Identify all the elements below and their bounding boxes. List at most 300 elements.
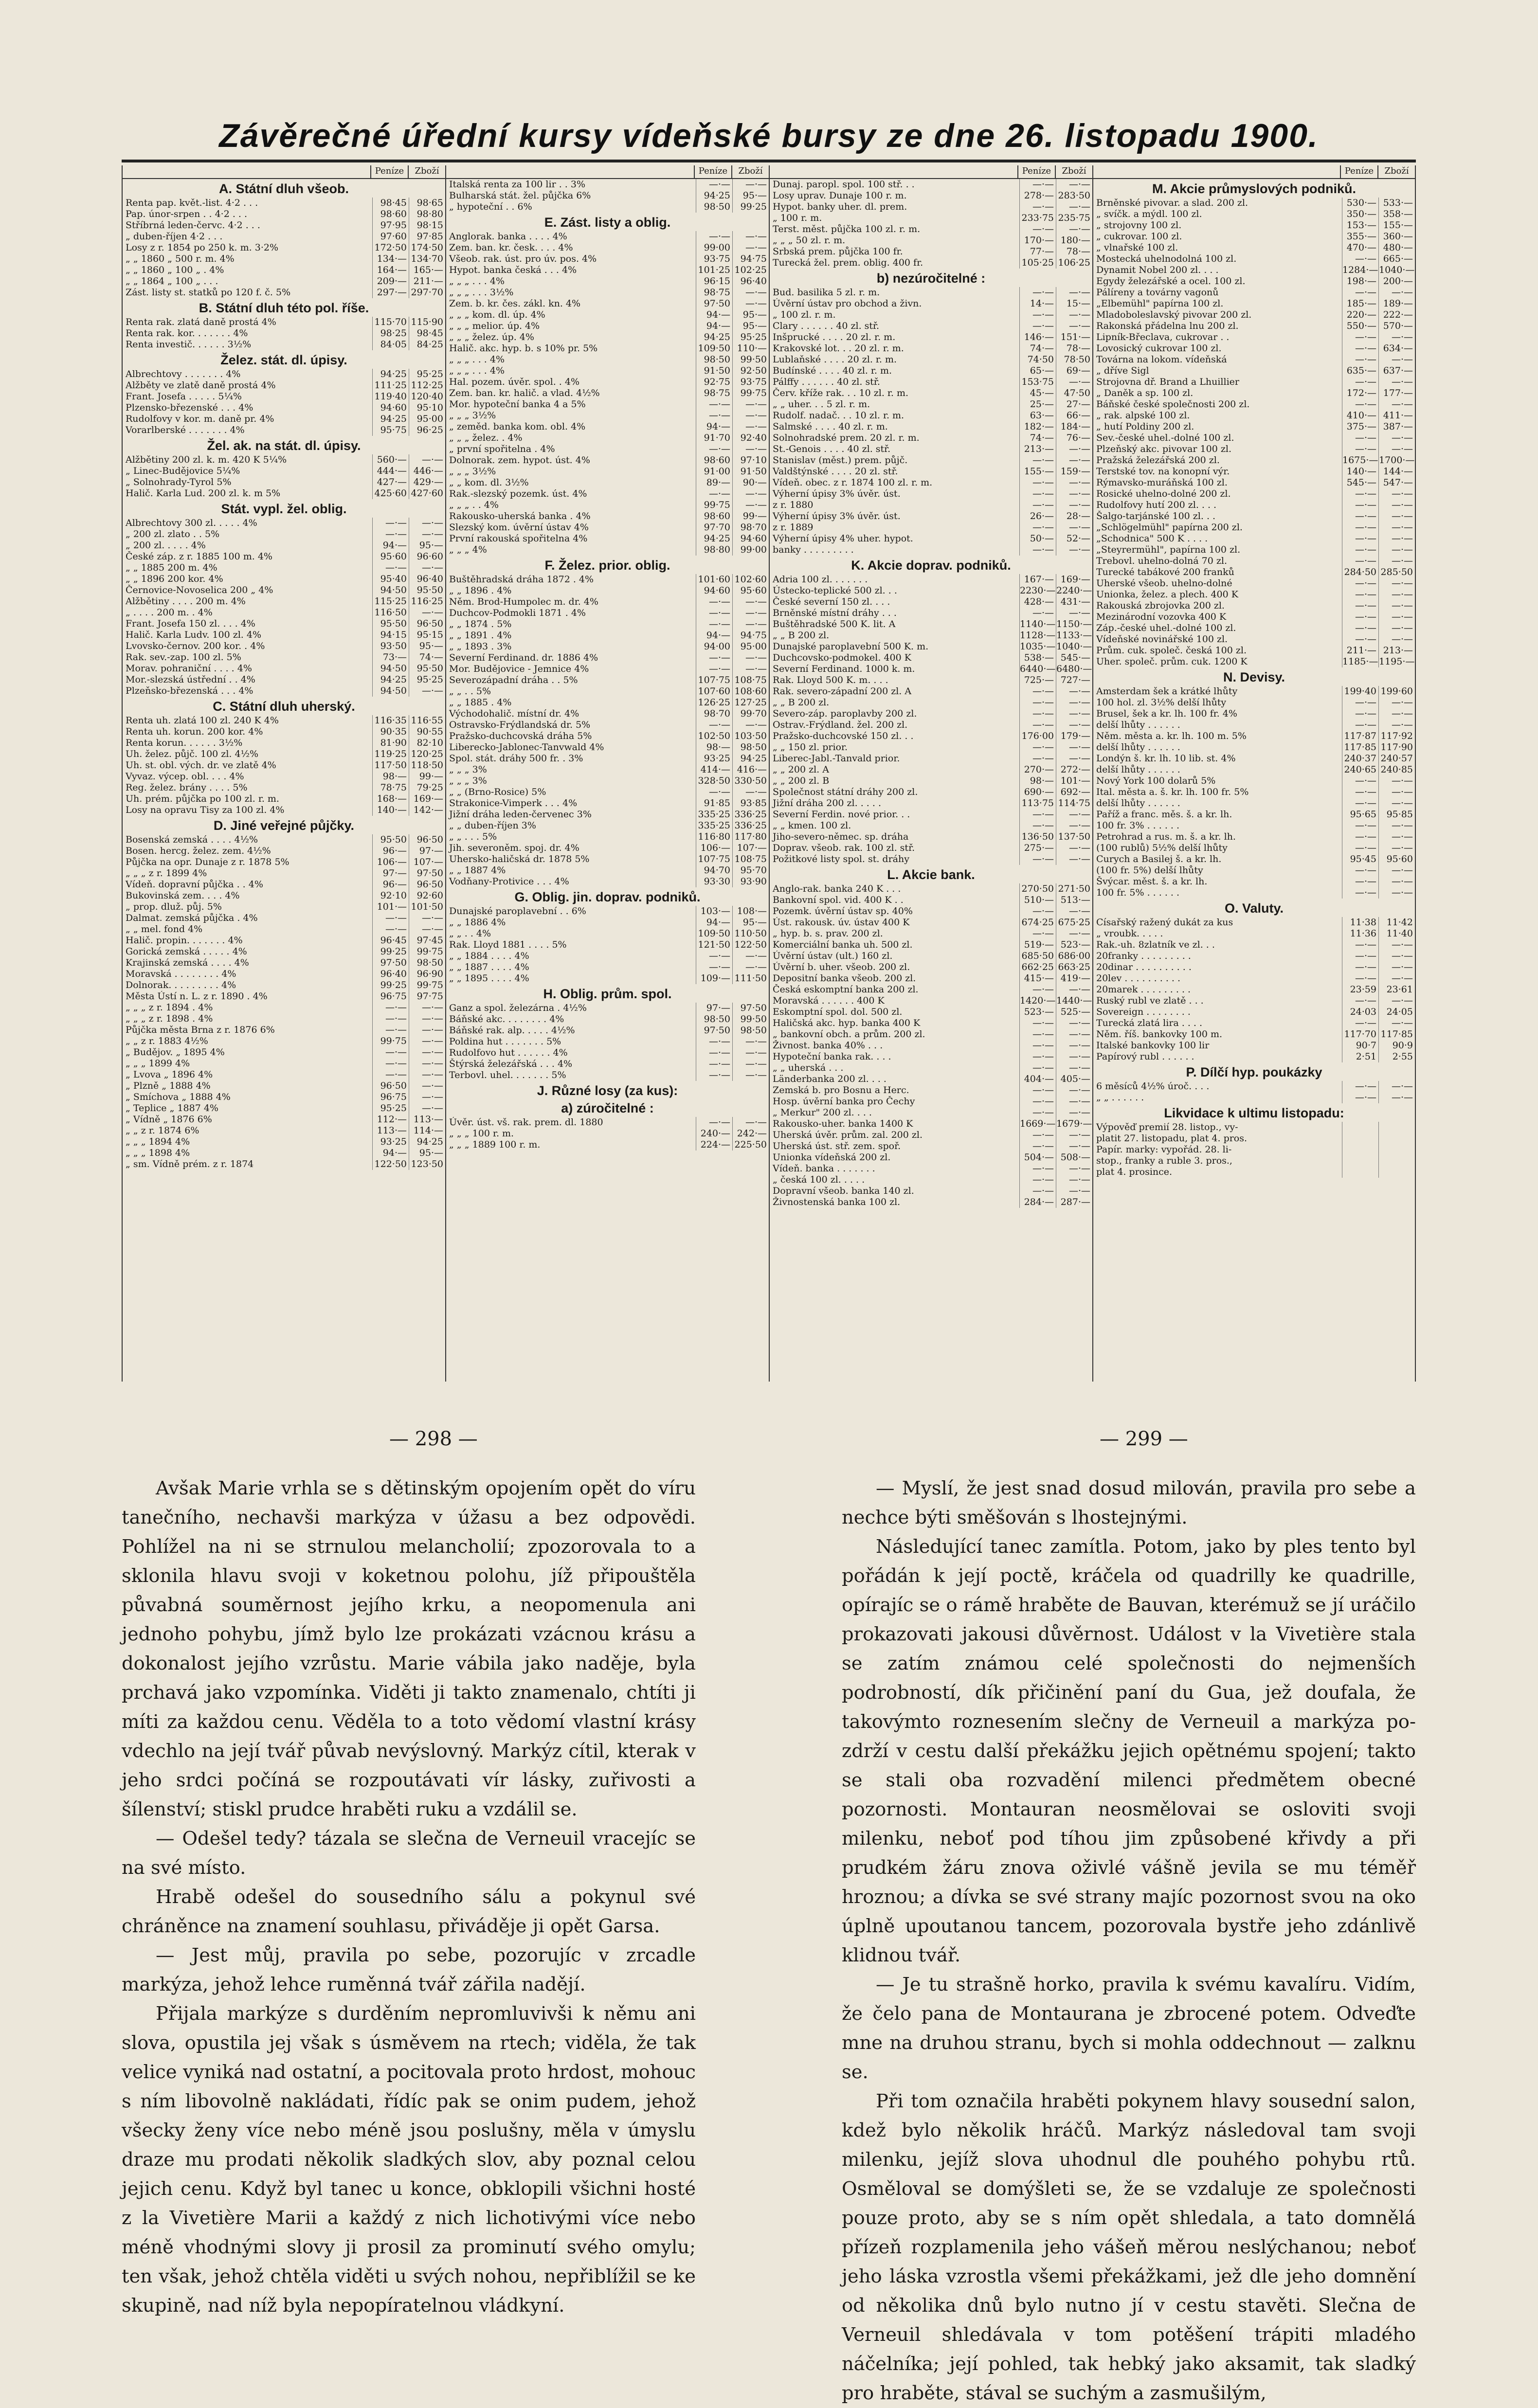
price-penize: —·—: [696, 488, 732, 500]
price-zbozi: 118·50: [409, 760, 445, 771]
price-zbozi: 95·10: [409, 402, 445, 413]
price-zbozi: 99·50: [732, 1014, 769, 1025]
quote-row: [770, 488, 1092, 500]
price-penize: 106·—: [696, 843, 732, 854]
price-penize: 94·25: [372, 413, 409, 425]
header-name: [446, 165, 694, 178]
price-penize: 140·—: [372, 805, 409, 816]
quote-row: [1093, 276, 1415, 287]
security-name: Renta rak. kor. . . . . . . 4%: [126, 328, 248, 339]
price-zbozi: —·—: [732, 231, 769, 242]
price-zbozi: —·—: [1378, 332, 1415, 343]
paragraph: Přijala markýze s durděním nepromluvivši k němu ani slova, opustila jej však s úsměvem na rtech; viděla, že tak velice vyniká nad ostatní, a pocitovala proto hrdost, mohouc s ním libovolně nakládati, řídíc pak se onim pudem, jehož všecky ženy více nebo méně jsou poslušny, měla v úmyslu draze mu prodati několik sladkých slov, aby poznal celou jejich cenu. Když byl tanec u konce, obklopili všichni hosté z la Vivetière Marii a každý z nich lichotivými více nebo méně vhodnými slovy ji prosil za prominutí svého omylu; ten však, jehož chtěla viděti u svých nohou, nepřiblížil se ke skupině, nad níž byla nepopíratelnou vládkyní.: [122, 2003, 696, 2317]
price-penize: —·—: [372, 1024, 409, 1036]
price-penize: —·—: [1019, 179, 1056, 190]
price-penize: —·—: [1019, 455, 1056, 466]
price-zbozi: [1378, 1155, 1415, 1167]
price-penize: 11·38: [1342, 917, 1378, 928]
quote-row: [770, 298, 1092, 309]
price-penize: 116·50: [372, 607, 409, 618]
quote-row: [446, 775, 769, 787]
price-zbozi: 94·60: [732, 533, 769, 544]
quote-row: [446, 697, 769, 708]
security-name: Živnostenská banka 100 zl.: [773, 1197, 901, 1207]
price-zbozi: 122·50: [732, 939, 769, 951]
security-name: Výherní úpisy 3% úvěr. úst.: [773, 511, 901, 521]
price-zbozi: 240·57: [1378, 753, 1415, 764]
quote-row: [770, 354, 1092, 365]
price-zbozi: 103·50: [732, 731, 769, 742]
price-zbozi: 405·—: [1056, 1074, 1092, 1085]
quote-row: [123, 1013, 445, 1024]
newspaper-page: [73, 97, 1465, 2404]
quote-row: [123, 685, 445, 697]
price-penize: 94·25: [372, 674, 409, 685]
section-heading: J. Různé losy (za kus):: [537, 1083, 678, 1098]
price-penize: 167·—: [1019, 574, 1056, 585]
price-zbozi: —·—: [732, 1070, 769, 1081]
price-zbozi: 96·50: [409, 879, 445, 890]
price-penize: 98·45: [372, 198, 409, 209]
price-zbozi: 235·75: [1056, 213, 1092, 224]
quote-row: [770, 585, 1092, 596]
price-penize: 99·75: [372, 1036, 409, 1047]
price-penize: —·—: [1342, 1081, 1378, 1092]
quote-row: [770, 775, 1092, 787]
price-penize: 91·70: [696, 432, 732, 444]
security-name: „ „ 1860 „ 500 r. m. 4%: [126, 253, 235, 264]
security-name: Hypot. banky uher. dl. prem.: [773, 201, 907, 212]
security-name: Císařský ražený dukát za kus: [1096, 917, 1233, 928]
quote-row: [770, 831, 1092, 843]
security-name: „ prop. dluž. půj. 5%: [126, 901, 222, 912]
price-penize: —·—: [1342, 876, 1378, 887]
security-name: Dunajské paroplavební 500 K. m.: [773, 641, 929, 652]
price-penize: —·—: [1342, 332, 1378, 343]
quote-row: [770, 511, 1092, 522]
price-penize: —·—: [1019, 697, 1056, 708]
price-penize: —·—: [372, 518, 409, 529]
price-zbozi: 665·—: [1378, 253, 1415, 265]
security-name: Brněnské pivovar. a slad. 200 zl.: [1096, 198, 1248, 208]
security-name: Terbovl. uhel. . . . . . . 5%: [449, 1070, 566, 1080]
price-penize: 117·85: [1342, 742, 1378, 753]
price-zbozi: 98·50: [409, 957, 445, 969]
price-penize: 278·—: [1019, 190, 1056, 201]
security-name: Ústecko-teplické 500 zl. . .: [773, 585, 897, 596]
security-name: Rakouská zbrojovka 200 zl.: [1096, 600, 1225, 611]
price-zbozi: 114·—: [409, 1125, 445, 1136]
quote-row: [446, 1059, 769, 1070]
quote-row: [446, 544, 769, 556]
quote-row: [123, 652, 445, 663]
price-zbozi: 98·50: [732, 742, 769, 753]
security-name: Dunajské paroplavební . . 6%: [449, 906, 586, 916]
column-header: [123, 165, 445, 179]
price-zbozi: —·—: [1056, 522, 1092, 533]
price-zbozi: —·—: [1378, 1092, 1415, 1103]
quote-row: [770, 477, 1092, 488]
quote-row: [446, 201, 769, 213]
security-name: České severní 150 zl. . . .: [773, 596, 890, 607]
price-zbozi: 78·—: [1056, 343, 1092, 354]
price-zbozi: 2240·—: [1056, 585, 1092, 596]
quote-row: [1093, 578, 1415, 589]
price-penize: 94·50: [372, 585, 409, 596]
quote-row: [123, 1069, 445, 1080]
price-penize: —·—: [1342, 995, 1378, 1006]
security-name: „ „ 1864 „ 100 „ . . .: [126, 276, 218, 287]
quote-row: [123, 488, 445, 499]
price-penize: —·—: [1342, 444, 1378, 455]
price-zbozi: —·—: [732, 179, 769, 190]
quote-row: [1093, 298, 1415, 309]
quote-row: [446, 753, 769, 764]
price-penize: —·—: [1019, 686, 1056, 697]
price-zbozi: 416·—: [732, 764, 769, 775]
security-name: Moravská . . . . . . 400 K: [773, 995, 885, 1006]
price-zbozi: 336·25: [732, 809, 769, 820]
price-penize: 95·40: [372, 574, 409, 585]
section-heading: Stát. vypl. žel. oblig.: [221, 502, 347, 516]
security-name: Uh. st. obl. vých. dr. ve zlatě 4%: [126, 760, 276, 771]
security-name: Ruský rubl ve zlatě . . .: [1096, 995, 1204, 1006]
security-name: Báňské akc. . . . . . . . 4%: [449, 1014, 564, 1024]
security-name: Lipník-Břeclava, cukrovar . .: [1096, 332, 1230, 342]
price-zbozi: —·—: [732, 619, 769, 630]
price-penize: —·—: [1019, 1163, 1056, 1174]
price-zbozi: 102·25: [732, 265, 769, 276]
price-zbozi: —·—: [1378, 399, 1415, 410]
price-penize: 65·—: [1019, 365, 1056, 377]
price-penize: 94·25: [696, 190, 732, 201]
price-zbozi: —·—: [1056, 377, 1092, 388]
price-zbozi: 95·25: [732, 332, 769, 343]
security-name: „ „ „ 1894 4%: [126, 1136, 190, 1147]
section-heading: C. Státní dluh uherský.: [213, 699, 355, 714]
security-name: Dolnorak. zem. hypot. úst. 4%: [449, 455, 590, 466]
quote-row: [446, 1128, 769, 1139]
price-penize: —·—: [696, 719, 732, 731]
price-zbozi: 99·—: [732, 511, 769, 522]
price-penize: —·—: [1342, 600, 1378, 611]
price-penize: 107·60: [696, 686, 732, 697]
price-zbozi: 99·75: [409, 980, 445, 991]
quote-row: [1093, 820, 1415, 831]
price-zbozi: —·—: [1378, 951, 1415, 962]
price-penize: 375·—: [1342, 421, 1378, 432]
price-zbozi: 95·60: [1378, 854, 1415, 865]
security-name: Renta uh. zlatá 100 zl. 240 K 4%: [126, 715, 279, 726]
price-penize: 213·—: [1019, 444, 1056, 455]
quote-row: [123, 287, 445, 298]
security-name: Amsterdam šek a krátké lhůty: [1096, 686, 1238, 697]
security-name: Turecká žel. prem. oblig. 400 fr.: [773, 257, 923, 268]
security-name: Báňské české společnosti 200 zl.: [1096, 399, 1250, 410]
price-zbozi: 271·50: [1056, 883, 1092, 895]
price-zbozi: 199·60: [1378, 686, 1415, 697]
price-zbozi: 513·—: [1056, 895, 1092, 906]
quote-row: [770, 432, 1092, 444]
price-penize: 109·50: [696, 928, 732, 939]
price-penize: 428·—: [1019, 596, 1056, 608]
price-penize: —·—: [696, 1059, 732, 1070]
price-penize: —·—: [1019, 1051, 1056, 1062]
quote-row: [1093, 365, 1415, 377]
price-penize: 74·50: [1019, 354, 1056, 365]
price-zbozi: 446·—: [409, 466, 445, 477]
price-zbozi: 411·—: [1378, 410, 1415, 421]
security-name: Pražská železářská 200 zl.: [1096, 455, 1220, 466]
price-penize: —·—: [1019, 708, 1056, 719]
price-zbozi: —·—: [1378, 578, 1415, 589]
price-penize: 93·50: [372, 641, 409, 652]
price-zbozi: —·—: [1056, 1018, 1092, 1029]
quote-row: [1093, 623, 1415, 634]
quote-row: [446, 1003, 769, 1014]
price-zbozi: —·—: [732, 787, 769, 798]
price-penize: 93·25: [696, 753, 732, 764]
quote-row: [770, 973, 1092, 984]
quote-row: [446, 500, 769, 511]
security-name: „ „ uher. . . 5 zl. r. m.: [773, 399, 870, 410]
price-zbozi: 107·—: [409, 857, 445, 868]
price-penize: —·—: [696, 231, 732, 242]
quote-row: [1093, 332, 1415, 343]
price-zbozi: 108·75: [732, 854, 769, 865]
column-header: [770, 165, 1092, 179]
quote-row: [446, 951, 769, 962]
price-penize: 122·50: [372, 1159, 409, 1170]
quote-row: [446, 410, 769, 421]
section-heading: b) nezúročitelné :: [876, 271, 986, 286]
price-zbozi: 533·—: [1378, 198, 1415, 209]
quote-row: [770, 1018, 1092, 1029]
price-penize: 24·03: [1342, 1006, 1378, 1018]
security-name: Rakousko-uherská banka . 4%: [449, 511, 591, 521]
price-penize: 444·—: [372, 466, 409, 477]
price-zbozi: 95·70: [732, 865, 769, 876]
price-zbozi: 113·—: [409, 1114, 445, 1125]
quote-row: [446, 276, 769, 287]
security-name: Renta pap. květ.-list. 4·2 . . .: [126, 198, 258, 208]
security-name: Zem. b. kr. čes. zákl. kn. 4%: [449, 298, 581, 309]
price-zbozi: 155·—: [1378, 220, 1415, 231]
security-name: Uher. společ. prům. cuk. 1200 K: [1096, 656, 1248, 667]
price-penize: 94·25: [372, 369, 409, 380]
price-penize: 96·75: [372, 1092, 409, 1103]
quote-row: [446, 332, 769, 343]
security-name: z r. 1889: [773, 522, 814, 533]
quote-row: [770, 1197, 1092, 1208]
security-name: Úvěrní ústav (ult.) 160 zl.: [773, 951, 893, 961]
security-name: „ Linec-Budějovice 5¼%: [126, 466, 240, 476]
price-zbozi: —·—: [1378, 876, 1415, 887]
price-penize: 410·—: [1342, 410, 1378, 421]
quote-row: [770, 1051, 1092, 1062]
price-zbozi: —·—: [1378, 354, 1415, 365]
security-name: Bukovinská zem. . . . 4%: [126, 890, 240, 901]
quote-row: [770, 213, 1092, 224]
price-zbozi: —·—: [1378, 798, 1415, 809]
price-penize: 211·—: [1342, 645, 1378, 656]
price-zbozi: 200·—: [1378, 276, 1415, 287]
price-zbozi: 93·90: [732, 876, 769, 887]
price-penize: 95·25: [372, 1103, 409, 1114]
security-name: „ hutí Poldiny 200 zl.: [1096, 421, 1194, 432]
price-penize: —·—: [1342, 533, 1378, 544]
price-penize: [1342, 1144, 1378, 1155]
quote-row: [1093, 939, 1415, 951]
security-name: Vídeň. banka . . . . . . .: [773, 1163, 875, 1174]
section-heading: N. Devisy.: [1223, 670, 1285, 684]
price-penize: 101·—: [372, 901, 409, 913]
security-name: 20dinar . . . . . . . . . .: [1096, 962, 1192, 972]
quote-row: [446, 1139, 769, 1150]
security-name: „ první spořitelna . 4%: [449, 444, 555, 454]
price-penize: 240·—: [696, 1128, 732, 1139]
price-penize: 97·—: [372, 868, 409, 879]
price-penize: 98·60: [372, 209, 409, 220]
price-penize: —·—: [372, 913, 409, 924]
price-zbozi: 663·25: [1056, 962, 1092, 973]
price-zbozi: —·—: [732, 1059, 769, 1070]
quote-row: [123, 1159, 445, 1170]
security-name: Renta korun. . . . . . 3½%: [126, 737, 243, 748]
price-penize: —·—: [696, 1117, 732, 1128]
security-name: Doprav. všeob. rak. 100 zl. stř.: [773, 843, 915, 853]
quote-row: [770, 1085, 1092, 1096]
quote-row: [1093, 611, 1415, 623]
price-zbozi: 137·50: [1056, 831, 1092, 843]
quote-row: [770, 854, 1092, 865]
price-zbozi: —·—: [1378, 533, 1415, 544]
quote-row: [446, 522, 769, 533]
security-name: delší lhůty . . . . . .: [1096, 742, 1180, 753]
title-rule: [122, 160, 1416, 162]
price-zbozi: 169·—: [1056, 574, 1092, 585]
price-penize: 98·50: [696, 354, 732, 365]
quote-row: [1093, 686, 1415, 697]
quote-row: [123, 402, 445, 413]
security-name: Vídeň. dopravní půjčka . . 4%: [126, 879, 263, 890]
price-penize: 94·50: [372, 663, 409, 674]
quote-row: [770, 410, 1092, 421]
price-penize: 95·45: [1342, 854, 1378, 865]
header-zbozi: Zboží: [731, 165, 769, 178]
security-name: Východohalič. místní dr. 4%: [449, 708, 579, 719]
price-zbozi: 115·90: [409, 317, 445, 328]
price-zbozi: 2·55: [1378, 1051, 1415, 1062]
security-name: „ „ B 200 zl.: [773, 697, 830, 708]
quote-row: [770, 843, 1092, 854]
price-penize: —·—: [1342, 623, 1378, 634]
price-zbozi: —·—: [1056, 1029, 1092, 1040]
price-zbozi: —·—: [1056, 984, 1092, 995]
security-name: delší lhůty . . . . . .: [1096, 764, 1180, 775]
security-name: Papírový rubl . . . . . .: [1096, 1051, 1194, 1062]
price-penize: 115·70: [372, 317, 409, 328]
price-penize: —·—: [1019, 1096, 1056, 1107]
security-name: Společnost státní dráhy 200 zl.: [773, 787, 918, 797]
security-name: „ Vídně „ 1876 6%: [126, 1114, 212, 1125]
price-zbozi: 107·—: [732, 843, 769, 854]
quote-row: [446, 309, 769, 321]
price-zbozi: 66·—: [1056, 410, 1092, 421]
quote-row: [123, 879, 445, 890]
quote-row: [446, 179, 769, 190]
security-name: Mezinárodní vozovka 400 K: [1096, 611, 1227, 622]
security-name: „ „ 1886 4%: [449, 917, 506, 928]
price-penize: 134·—: [372, 253, 409, 265]
security-name: Rakonská přádelna lnu 200 zl.: [1096, 321, 1239, 331]
price-zbozi: 95·—: [732, 321, 769, 332]
quote-row: [1093, 209, 1415, 220]
quote-row: [1093, 809, 1415, 820]
security-name: Černovice-Novoselica 200 „ 4%: [126, 585, 273, 595]
price-penize: 95·65: [1342, 809, 1378, 820]
price-penize: 98·80: [696, 544, 732, 556]
security-name: Půjčka na opr. Dunaje z r. 1878 5%: [126, 857, 290, 867]
quote-row: [770, 1096, 1092, 1107]
price-penize: 94·25: [696, 533, 732, 544]
security-name: Valdštýnské . . . . 20 zl. stř.: [773, 466, 898, 477]
price-zbozi: —·—: [1378, 287, 1415, 298]
price-penize: 1035·—: [1020, 641, 1056, 652]
price-penize: —·—: [696, 596, 732, 608]
price-penize: 90·35: [372, 726, 409, 737]
price-penize: 113·75: [1019, 798, 1056, 809]
price-zbozi: —·—: [732, 421, 769, 432]
price-penize: 84·05: [372, 339, 409, 350]
price-penize: 198·—: [1342, 276, 1378, 287]
price-zbozi: 360·—: [1378, 231, 1415, 242]
price-penize: 1284·—: [1342, 265, 1378, 275]
price-zbozi: —·—: [1056, 843, 1092, 854]
security-name: „ „ „ 3%: [449, 775, 487, 786]
price-zbozi: —·—: [1056, 1130, 1092, 1141]
price-zbozi: 134·70: [409, 253, 445, 265]
security-name: „ „ 1891 . 4%: [449, 630, 512, 641]
price-penize: —·—: [696, 1070, 732, 1081]
price-zbozi: 180·—: [1056, 235, 1092, 246]
security-name: Severní Ferdinand. dr. 1886 4%: [449, 652, 598, 663]
header-name: [123, 165, 370, 178]
price-zbozi: —·—: [1056, 742, 1092, 753]
price-zbozi: 94·25: [409, 1136, 445, 1148]
quote-row: [770, 820, 1092, 831]
price-penize: 275·—: [1019, 843, 1056, 854]
quote-row: [123, 1092, 445, 1103]
security-name: Nový York 100 dolarů 5%: [1096, 775, 1216, 786]
price-penize: 97·70: [696, 522, 732, 533]
security-name: Bosenská zemská . . . . 4½%: [126, 834, 258, 845]
security-name: Severozápadní dráha . . 5%: [449, 675, 578, 685]
quote-row: [123, 715, 445, 726]
price-zbozi: 547·—: [1378, 477, 1415, 488]
security-name: delší lhůty . . . . . .: [1096, 719, 1180, 730]
security-name: Města Ústí n. L. z r. 1890 . 4%: [126, 991, 268, 1002]
quote-row: [446, 1036, 769, 1047]
price-penize: 355·—: [1342, 231, 1378, 242]
price-zbozi: 99·25: [732, 201, 769, 213]
security-name: Švýcar. měst. š. a kr. lh.: [1096, 876, 1208, 887]
price-zbozi: —·—: [409, 1080, 445, 1092]
quote-row: [770, 179, 1092, 190]
security-name: Severo-záp. paroplavby 200 zl.: [773, 708, 917, 719]
quote-row: [770, 962, 1092, 973]
price-zbozi: —·—: [1056, 1174, 1092, 1186]
